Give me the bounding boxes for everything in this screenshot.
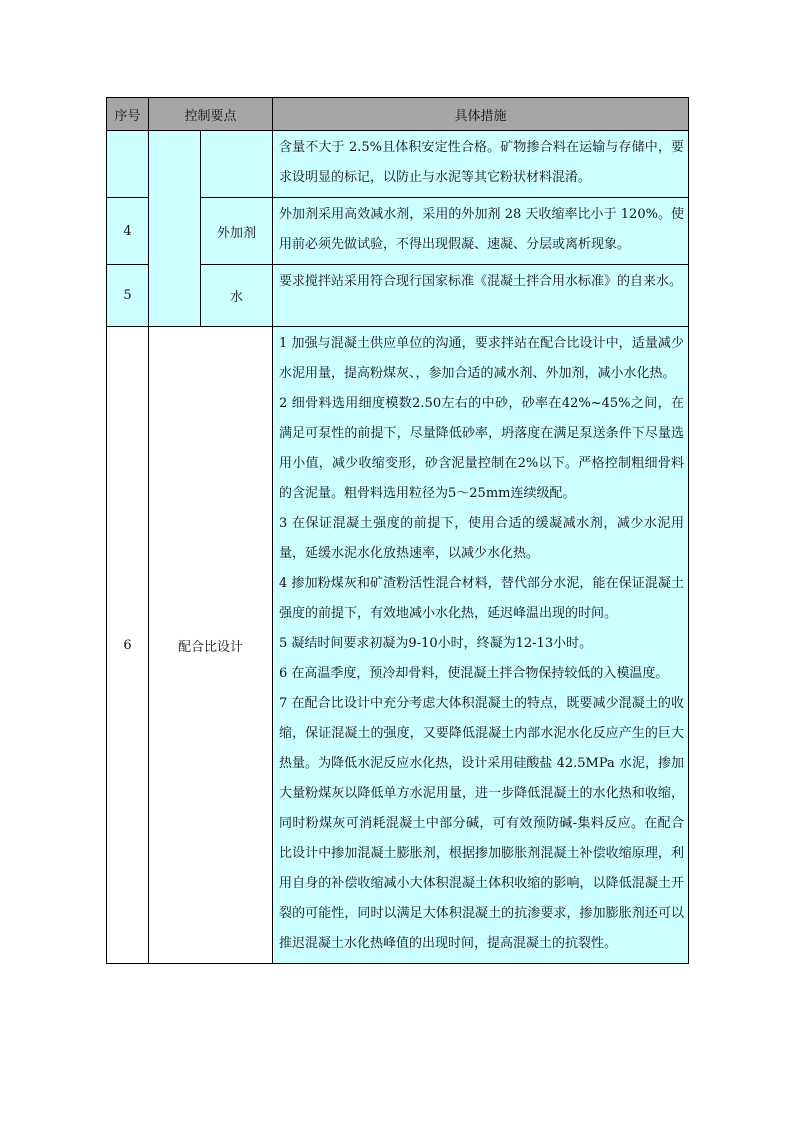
row-sub-item: 水 — [201, 265, 273, 327]
measure-item: 2 细骨料选用细度模数2.50左右的中砂，砂率在42%~45%之间，在满足可泵性的前提下，尽量降低砂率，坍落度在满足泵送条件下尽量选用小值，减少收缩变形，砂含泥量控制在2%以下。严格控制粗细骨料的含泥量。粗骨料选用粒径为5～25mm连续级配。 — [279, 396, 685, 501]
measure-item: 3 在保证混凝土强度的前提下，使用合适的缓凝减水剂，减少水泥用量，延缓水泥水化放热速率，以减少水化热。 — [279, 516, 685, 561]
measure-item: 6 在高温季度，预冷却骨料，使混凝土拌合物保持较低的入模温度。 — [279, 666, 669, 681]
merged-control-cell — [149, 131, 201, 327]
measures-table — [106, 97, 689, 964]
row-measure: 要求搅拌站采用符合现行国家标准《混凝土拌合用水标准》的自来水。 — [273, 265, 689, 327]
row-measure: 含量不大于 2.5%且体积安定性合格。矿物掺合料在运输与存储中，要求设明显的标记，以防止与水泥等其它粉状材料混淆。 — [273, 131, 689, 198]
header-measures: 具体措施 — [273, 98, 689, 131]
table-header-row — [107, 98, 689, 131]
row-seq: 4 — [107, 198, 149, 265]
row-seq — [107, 131, 149, 198]
measure-item: 1 加强与混凝土供应单位的沟通，要求拌站在配合比设计中，适量减少水泥用量，提高粉煤灰、，参加合适的减水剂、外加剂，减小水化热。 — [279, 336, 685, 381]
header-seq: 序号 — [107, 98, 149, 131]
measure-item: 5 凝结时间要求初凝为9-10小时，终凝为12-13小时。 — [279, 636, 593, 651]
row-seq: 6 — [107, 327, 149, 964]
table-row — [107, 131, 689, 198]
row-measure-list — [273, 327, 689, 964]
measure-item: 4 掺加粉煤灰和矿渣粉活性混合材料，替代部分水泥，能在保证混凝土强度的前提下，有效地减小水化热，延迟峰温出现的时间。 — [279, 576, 685, 621]
measure-item: 7 在配合比设计中充分考虑大体积混凝土的特点，既要减少混凝土的收缩，保证混凝土的强度，又要降低混凝土内部水泥水化反应产生的巨大热量。为降低水泥反应水化热，设计采用硅酸盐 42.5MPa 水泥，掺加大量粉煤灰以降低单方水泥用量，进一步降低混凝土的水化热和收缩，同时粉煤灰可消耗混凝土中部分碱，可有效预防碱-集料反应。在配合比设计中掺加混凝土膨胀剂，根据掺加膨胀剂混凝土补偿收缩原理，利用自身的补偿收缩减小大体积混凝土体积收缩的影响，以降低混凝土开裂的可能性，同时以满足大体积混凝土的抗渗要求，掺加膨胀剂还可以推迟混凝土水化热峰值的出现时间，提高混凝土的抗裂性。 — [279, 696, 685, 951]
header-control-points: 控制要点 — [149, 98, 273, 131]
row-control-point: 配合比设计 — [149, 327, 273, 964]
row-measure: 外加剂采用高效减水剂，采用的外加剂 28 天收缩率比小于 120%。使用前必须先做试验，不得出现假凝、速凝、分层或离析现象。 — [273, 198, 689, 265]
row-sub-item: 外加剂 — [201, 198, 273, 265]
row-seq: 5 — [107, 265, 149, 327]
row-sub-item — [201, 131, 273, 198]
table-row — [107, 327, 689, 964]
